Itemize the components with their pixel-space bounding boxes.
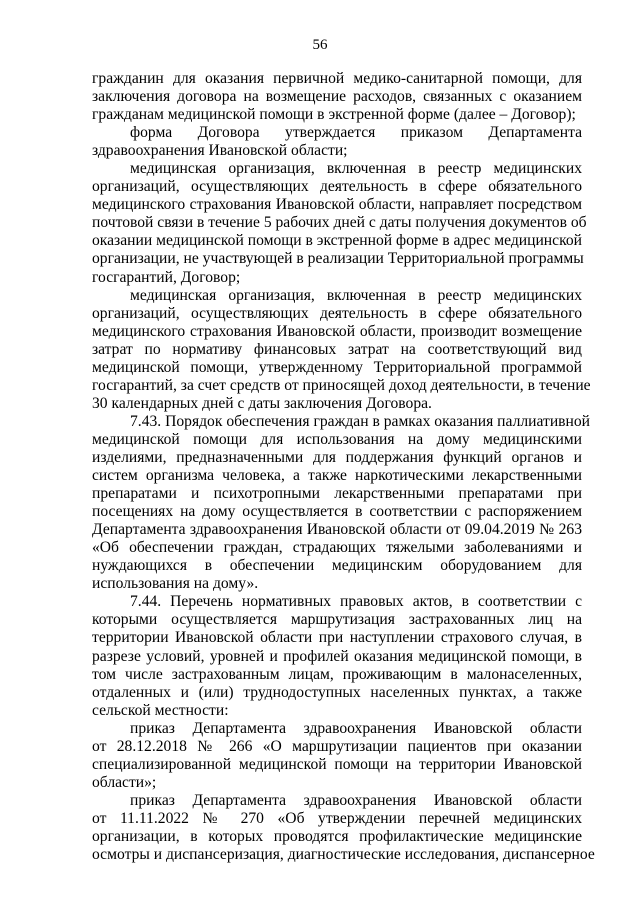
text-line: Департамента здравоохранения Ивановской области от 09.04.2019 № 263 <box>92 521 582 539</box>
text-line: сельской местности: <box>92 701 229 719</box>
body-text <box>92 70 595 864</box>
text-line: систем организма человека, а также наркотическими лекарственными <box>92 467 582 485</box>
text-line: медицинская организация, включенная в реестр медицинских <box>130 160 582 178</box>
text-line: использования на дому». <box>92 575 259 593</box>
text-line: почтовой связи в течение 5 рабочих дней с даты получения документов об <box>92 214 587 232</box>
text-line: приказ Департамента здравоохранения Ивановской области <box>130 719 582 737</box>
text-line: которыми осуществляется маршрутизация застрахованных лиц на <box>92 611 582 629</box>
text-line: форма Договора утверждается приказом Департамента <box>130 124 582 142</box>
text-line: гражданам медицинской помощи в экстренной форме (далее – Договор); <box>92 106 576 124</box>
text-line: осмотры и диспансеризация, диагностические исследования, диспансерное <box>92 846 595 864</box>
text-line: медицинской помощи, утвержденному Территориальной программой <box>92 358 582 376</box>
text-line: 30 календарных дней с даты заключения Договора. <box>92 394 432 412</box>
text-line: отдаленных и (или) труднодоступных населенных пунктах, а также <box>92 683 582 701</box>
text-line: госгарантий, за счет средств от приносящей доход деятельности, в течение <box>92 376 591 394</box>
text-line: медицинской помощи для использования на дому медицинскими <box>92 430 582 448</box>
text-line: заключения договора на возмещение расходов, связанных с оказанием <box>92 88 582 106</box>
text-line: медицинского страхования Ивановской области, направляет посредством <box>92 196 582 214</box>
text-line: медицинского страхования Ивановской области, производит возмещение <box>92 322 582 340</box>
text-line: организаций, осуществляющих деятельность в сфере обязательного <box>92 304 582 322</box>
text-line: области»; <box>92 773 157 791</box>
text-line: нуждающихся в обеспечении медицинским оборудованием для <box>92 557 582 575</box>
text-line: госгарантий, Договор; <box>92 268 241 286</box>
text-line: от 11.11.2022 № 270 «Об утверждении перечней медицинских <box>92 809 582 827</box>
text-line: специализированной медицинской помощи на территории Ивановской <box>92 755 582 773</box>
text-line: изделиями, предназначенными для поддержания функций органов и <box>92 448 582 466</box>
text-line: разрезе условий, уровней и профилей оказания медицинской помощи, в <box>92 647 582 665</box>
text-line: организаций, осуществляющих деятельность в сфере обязательного <box>92 178 582 196</box>
text-line: том числе застрахованным лицам, проживающим в малонаселенных, <box>92 665 582 683</box>
text-line: препаратами и психотропными лекарственными препаратами при <box>92 485 582 503</box>
text-line: гражданин для оказания первичной медико-санитарной помощи, для <box>92 70 582 87</box>
text-line: медицинская организация, включенная в реестр медицинских <box>130 286 582 304</box>
text-line: 7.44. Перечень нормативных правовых актов, в соответствии с <box>130 593 582 611</box>
text-line: затрат по нормативу финансовых затрат на соответствующий вид <box>92 340 582 358</box>
text-line: «Об обеспечении граждан, страдающих тяжелыми заболеваниями и <box>92 539 582 557</box>
page-number: 56 <box>312 37 328 53</box>
text-line: организации, не участвующей в реализации Территориальной программы <box>92 250 584 268</box>
text-line: здравоохранения Ивановской области; <box>92 142 348 160</box>
text-line: от 28.12.2018 № 266 «О маршрутизации пациентов при оказании <box>92 737 582 755</box>
text-line: приказ Департамента здравоохранения Ивановской области <box>130 791 582 809</box>
text-line: посещениях на дому осуществляется в соответствии с распоряжением <box>92 503 582 521</box>
text-line: организации, в которых проводятся профилактические медицинские <box>92 827 582 845</box>
text-line: 7.43. Порядок обеспечения граждан в рамках оказания паллиативной <box>130 412 591 430</box>
text-line: территории Ивановской области при наступлении страхового случая, в <box>92 629 582 647</box>
text-line: оказании медицинской помощи в экстренной форме в адрес медицинской <box>92 232 582 250</box>
